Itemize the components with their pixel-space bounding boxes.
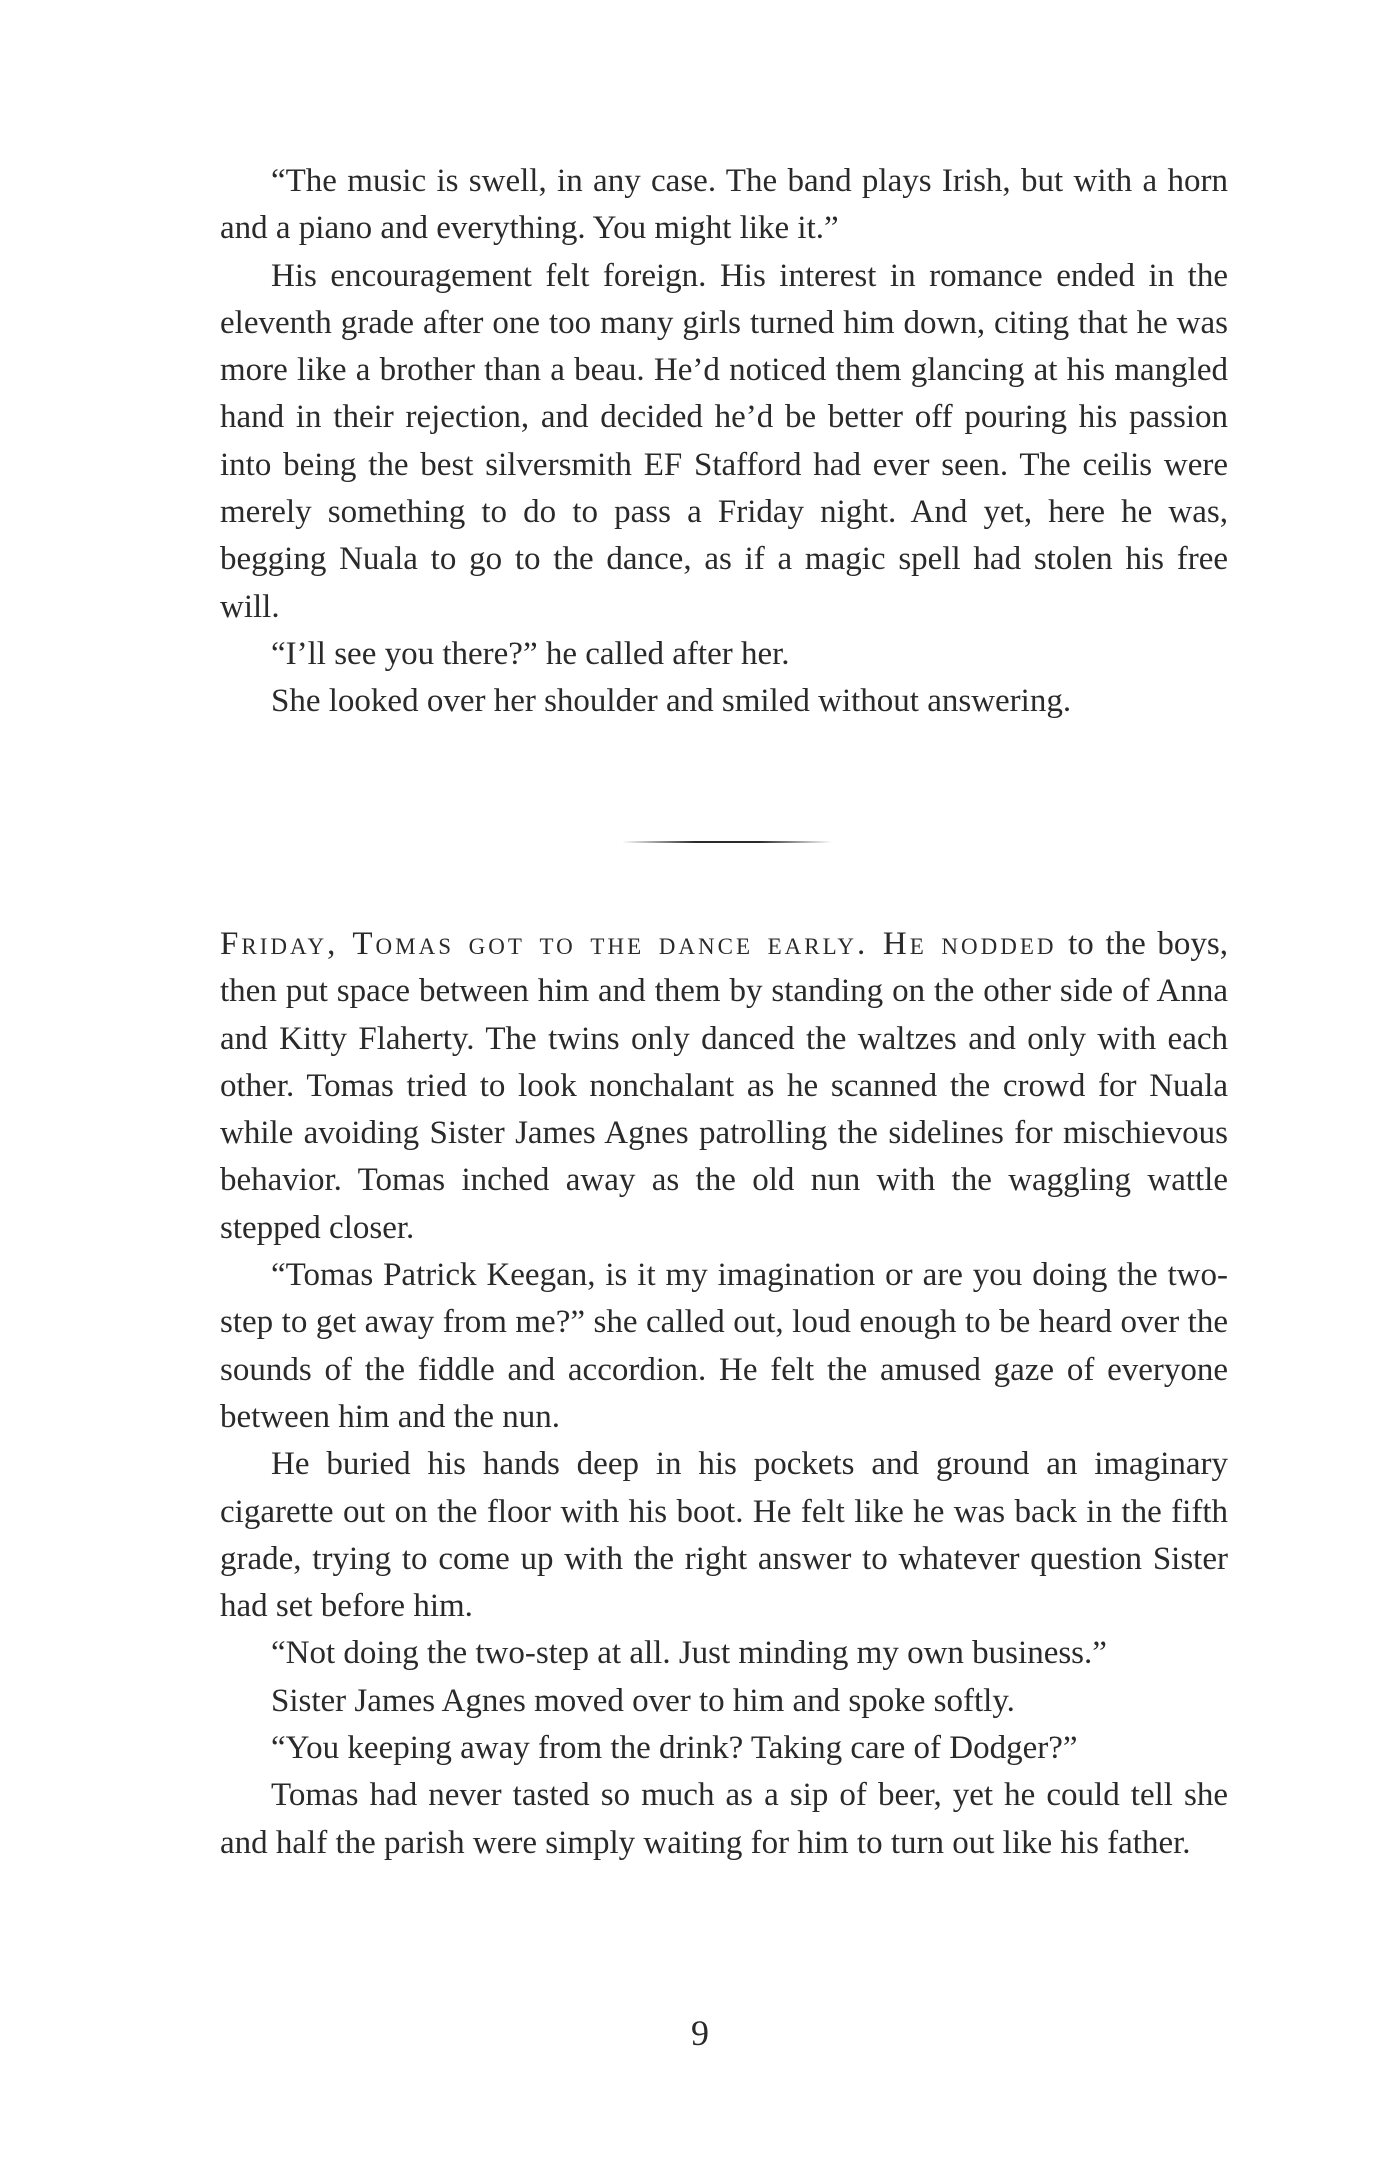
- paragraph: Sister James Agnes moved over to him and spoke softly.: [271, 1682, 1015, 1719]
- paragraph: “The music is swell, in any case. The band plays Irish, but with a horn and a piano and everything. You might like it.”: [220, 163, 1228, 247]
- paragraph: “I’ll see you there?” he called after her.: [271, 635, 790, 672]
- section-two-text: [220, 921, 1228, 1867]
- paragraph: She looked over her shoulder and smiled without answering.: [271, 683, 1072, 720]
- paragraph: “Not doing the two-step at all. Just minding my own business.”: [271, 1635, 1107, 1672]
- paragraph: “You keeping away from the drink? Taking care of Dodger?”: [271, 1730, 1078, 1767]
- paragraph: His encouragement felt foreign. His interest in romance ended in the eleventh grade after one too many girls turned him down, citing that he was more like a brother than a beau. He’d noticed them glancing at his mangled hand in their rejection, and decided he’d be better off pouring his passion into being the best silversmith EF Stafford had ever seen. The ceilis were merely something to do to pass a Friday night. And yet, here he was, begging Nuala to go to the dance, as if a magic spell had stolen his free will.: [220, 257, 1228, 625]
- opening-small-caps: Friday, Tomas got to the dance early. He nodded: [220, 926, 1057, 962]
- page-number: 9: [691, 2013, 709, 2053]
- section-one-text: [220, 158, 1228, 726]
- paragraph: “Tomas Patrick Keegan, is it my imagination or are you doing the two-step to get away from me?” she called out, loud enough to be heard over the sounds of the fiddle and accordion. He felt the amused gaze of everyone between him and the nun.: [220, 1257, 1228, 1435]
- paragraph: He buried his hands deep in his pockets and ground an imaginary cigarette out on the floor with his boot. He felt like he was back in the fifth grade, trying to come up with the right answer to whatever question Sister had set before him.: [220, 1446, 1228, 1625]
- opening-text: to the boys, then put space between him and them by standing on the other side of Anna and Kitty Flaherty. The twins only danced the waltzes and only with each other. Tomas tried to look nonchalant as he scanned the crowd for Nuala while avoiding Sister James Agnes patrolling the sidelines for mischievous behavior. Tomas inched away as the old nun with the waggling wattle stepped closer.: [220, 926, 1228, 1246]
- paragraph: Tomas had never tasted so much as a sip of beer, yet he could tell she and half the parish were simply waiting for him to turn out like his father.: [220, 1777, 1228, 1861]
- scene-break-rule: [622, 841, 832, 843]
- section-opening-paragraph: [220, 921, 1228, 1252]
